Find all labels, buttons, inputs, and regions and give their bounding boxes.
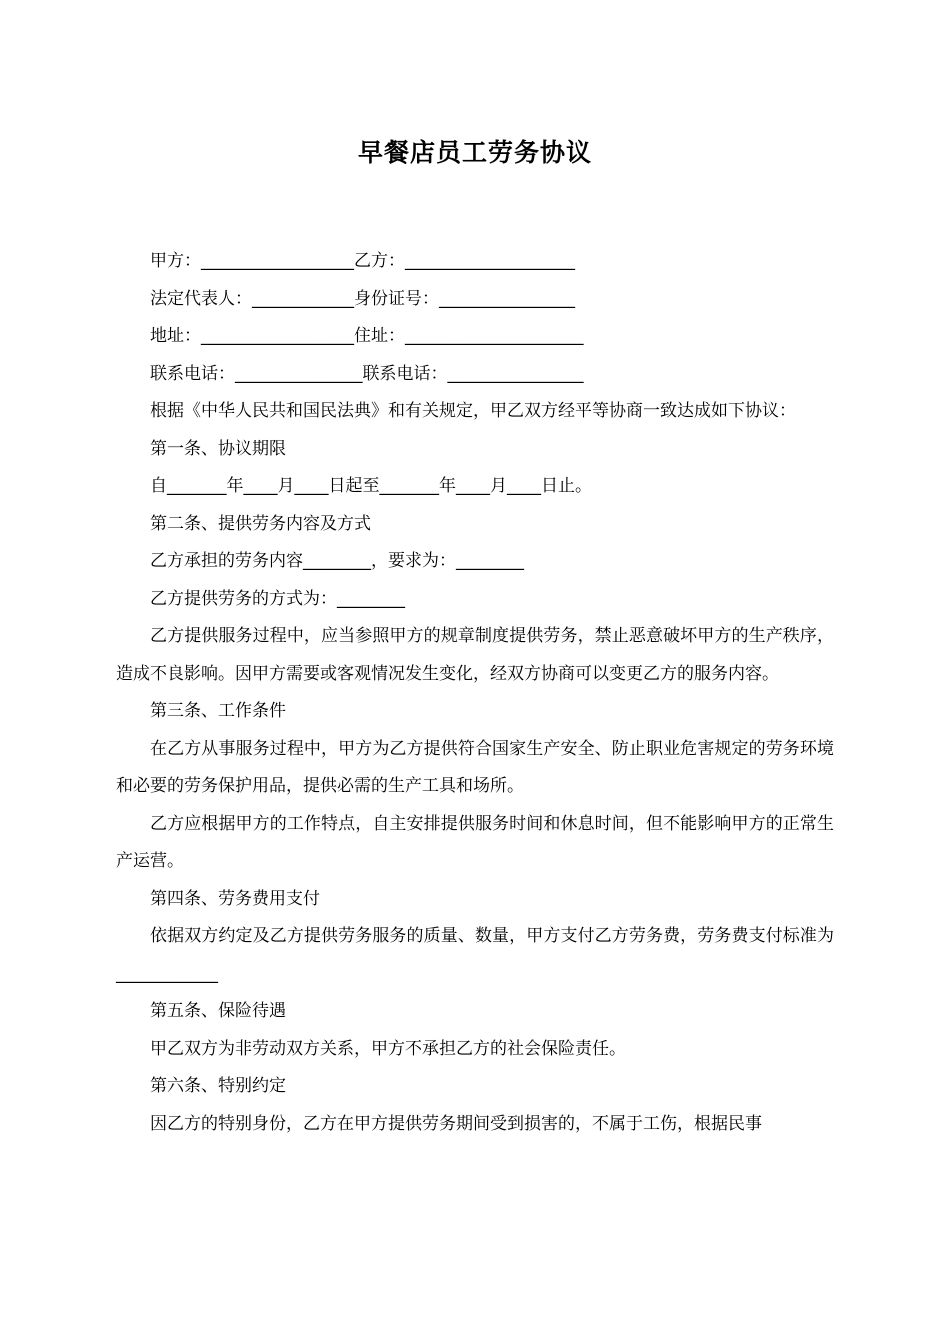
article-4-paragraph: 依据双方约定及乙方提供劳务服务的质量、数量，甲方支付乙方劳务费，劳务费支付标准为____________ xyxy=(116,926,834,984)
phone-line: 联系电话：_______________联系电话：________________ xyxy=(150,363,584,384)
article-2-content: 乙方承担的劳务内容________，要求为：________ xyxy=(150,551,524,571)
article-3-paragraph-2: 乙方应根据甲方的工作特点，自主安排提供服务时间和休息时间，但不能影响甲方的正常生产运营。 xyxy=(116,813,834,871)
article-6-paragraph: 因乙方的特别身份，乙方在甲方提供劳务期间受到损害的，不属于工伤，根据民事 xyxy=(150,1113,762,1134)
document-body xyxy=(116,243,834,1143)
document-title: 早餐店员工劳务协议 xyxy=(357,138,592,167)
preamble-paragraph: 根据《中华人民共和国民法典》和有关规定，甲乙双方经平等协商一致达成如下协议： xyxy=(150,401,796,421)
article-4-heading: 第四条、劳务费用支付 xyxy=(150,888,320,909)
article-1-term: 自_______年____月____日起至_______年____月____日止。 xyxy=(150,476,592,496)
article-5-heading: 第五条、保险待遇 xyxy=(150,1001,286,1021)
article-3-heading: 第三条、工作条件 xyxy=(150,701,286,721)
representative-id-line: 法定代表人：____________身份证号：________________ xyxy=(150,288,575,309)
article-5-paragraph: 甲乙双方为非劳动双方关系，甲方不承担乙方的社会保险责任。 xyxy=(150,1038,626,1059)
article-2-method: 乙方提供劳务的方式为：________ xyxy=(150,588,405,609)
article-2-paragraph: 乙方提供服务过程中，应当参照甲方的规章制度提供劳务，禁止恶意破坏甲方的生产秩序，造成不良影响。因甲方需要或客观情况发生变化，经双方协商可以变更乙方的服务内容。 xyxy=(116,626,834,684)
article-3-paragraph-1: 在乙方从事服务过程中，甲方为乙方提供符合国家生产安全、防止职业危害规定的劳务环境和必要的劳务保护用品，提供必需的生产工具和场所。 xyxy=(116,738,834,796)
article-2-heading: 第二条、提供劳务内容及方式 xyxy=(150,513,371,534)
article-6-heading: 第六条、特别约定 xyxy=(150,1076,286,1096)
article-1-heading: 第一条、协议期限 xyxy=(150,438,286,459)
party-a-b-line: 甲方：__________________乙方：____________________ xyxy=(150,251,575,271)
address-line: 地址：__________________住址：_____________________ xyxy=(150,326,584,346)
